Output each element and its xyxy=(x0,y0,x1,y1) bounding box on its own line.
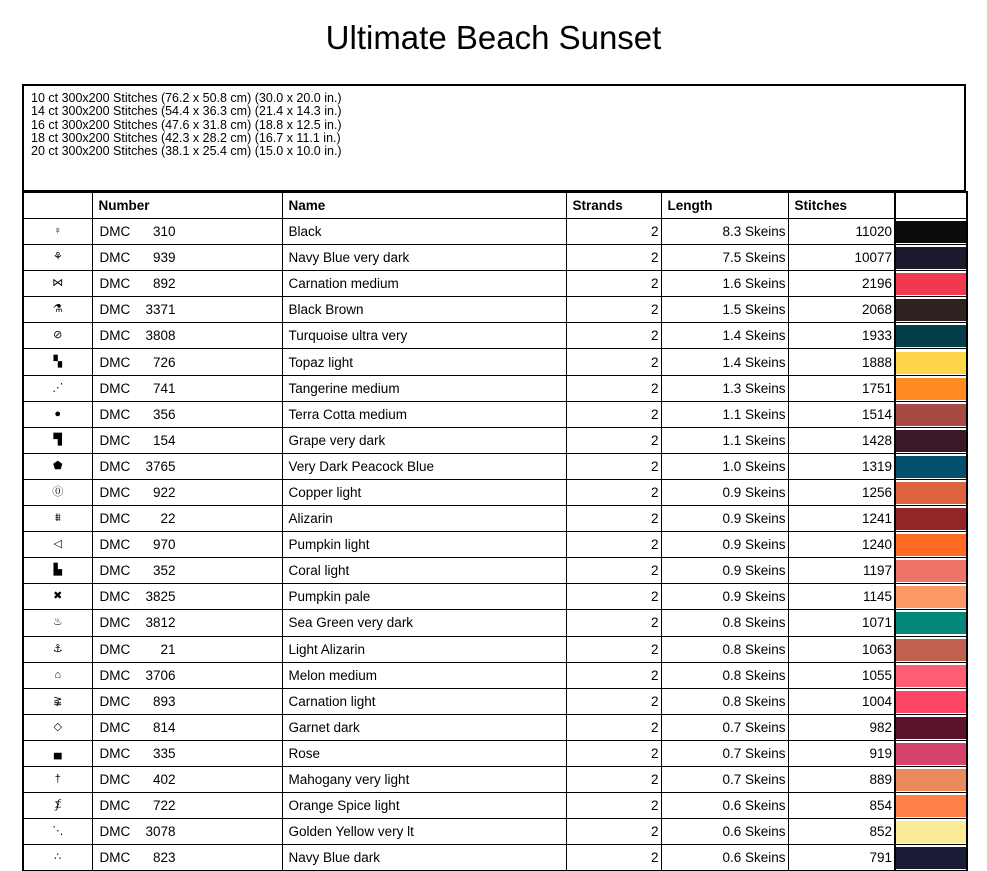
table-row xyxy=(23,766,967,792)
floss-brand: DMC xyxy=(99,250,131,266)
color-swatch xyxy=(895,401,967,427)
floss-number xyxy=(92,793,282,819)
stitch-symbol-icon: ◁ xyxy=(23,532,92,558)
color-swatch-fill xyxy=(896,795,966,817)
length-value: 1.3 Skeins xyxy=(661,375,788,401)
floss-number xyxy=(92,375,282,401)
length-value: 0.7 Skeins xyxy=(661,714,788,740)
color-swatch-fill xyxy=(896,717,966,739)
color-swatch xyxy=(895,636,967,662)
floss-code: 939 xyxy=(152,250,176,266)
length-value: 0.9 Skeins xyxy=(661,506,788,532)
stitch-symbol-icon: ⋱ xyxy=(23,819,92,845)
color-swatch-fill xyxy=(896,404,966,426)
strands-value: 2 xyxy=(566,245,661,271)
table-row xyxy=(23,845,967,871)
size-line: 10 ct 300x200 Stitches (76.2 x 50.8 cm) (30.0 x 20.0 in.) xyxy=(31,91,342,105)
stitch-symbol-icon: ⚓ xyxy=(23,636,92,662)
floss-brand: DMC xyxy=(99,302,131,318)
color-swatch xyxy=(895,662,967,688)
color-swatch xyxy=(895,793,967,819)
stitches-value: 889 xyxy=(788,766,895,792)
floss-number xyxy=(92,662,282,688)
length-value: 0.7 Skeins xyxy=(661,740,788,766)
table-row xyxy=(23,297,967,323)
floss-code: 3371 xyxy=(145,302,176,318)
number-column-header: Number xyxy=(92,192,282,219)
color-swatch xyxy=(895,271,967,297)
floss-name: Terra Cotta medium xyxy=(282,401,566,427)
color-swatch xyxy=(895,610,967,636)
strands-value: 2 xyxy=(566,375,661,401)
floss-code: 3808 xyxy=(145,328,176,344)
strands-value: 2 xyxy=(566,453,661,479)
floss-code: 814 xyxy=(152,719,176,735)
strands-value: 2 xyxy=(566,219,661,245)
floss-number xyxy=(92,636,282,662)
floss-code: 310 xyxy=(152,224,176,240)
color-swatch xyxy=(895,688,967,714)
name-column-header: Name xyxy=(282,192,566,219)
stitch-symbol-icon: ⋈ xyxy=(23,271,92,297)
strands-value: 2 xyxy=(566,427,661,453)
strands-value: 2 xyxy=(566,636,661,662)
length-value: 0.8 Skeins xyxy=(661,636,788,662)
stitch-symbol-icon: ∴ xyxy=(23,845,92,871)
floss-brand: DMC xyxy=(99,354,131,370)
length-value: 0.9 Skeins xyxy=(661,532,788,558)
floss-brand: DMC xyxy=(99,224,131,240)
symbol-column-header xyxy=(23,192,92,219)
stitch-symbol-icon: ♨ xyxy=(23,610,92,636)
table-row xyxy=(23,349,967,375)
floss-code: 722 xyxy=(152,798,176,814)
size-info-list xyxy=(31,92,964,158)
color-swatch xyxy=(895,219,967,245)
table-row xyxy=(23,479,967,505)
floss-number xyxy=(92,349,282,375)
stitch-symbol-icon: ⓪ xyxy=(23,479,92,505)
floss-brand: DMC xyxy=(99,328,131,344)
length-value: 0.8 Skeins xyxy=(661,662,788,688)
floss-code: 3812 xyxy=(145,615,176,631)
length-column-header: Length xyxy=(661,192,788,219)
stitches-value: 1933 xyxy=(788,323,895,349)
stitch-symbol-icon: ⋰ xyxy=(23,375,92,401)
color-swatch xyxy=(895,845,967,871)
stitch-symbol-icon: ▙ xyxy=(23,558,92,584)
color-swatch xyxy=(895,349,967,375)
floss-name: Turquoise ultra very xyxy=(282,323,566,349)
floss-name: Alizarin xyxy=(282,506,566,532)
stitches-value: 1888 xyxy=(788,349,895,375)
strands-value: 2 xyxy=(566,845,661,871)
floss-number xyxy=(92,532,282,558)
stitches-value: 1241 xyxy=(788,506,895,532)
strands-value: 2 xyxy=(566,766,661,792)
floss-brand: DMC xyxy=(99,772,131,788)
stitches-value: 1319 xyxy=(788,453,895,479)
floss-code: 3825 xyxy=(145,589,176,605)
floss-number xyxy=(92,219,282,245)
color-swatch xyxy=(895,714,967,740)
floss-number xyxy=(92,401,282,427)
strands-column-header: Strands xyxy=(566,192,661,219)
length-value: 0.7 Skeins xyxy=(661,766,788,792)
color-swatch-fill xyxy=(896,534,966,556)
table-row xyxy=(23,610,967,636)
stitches-column-header: Stitches xyxy=(788,192,895,219)
length-value: 1.1 Skeins xyxy=(661,401,788,427)
floss-name: Carnation medium xyxy=(282,271,566,297)
table-row xyxy=(23,375,967,401)
strands-value: 2 xyxy=(566,662,661,688)
stitches-value: 791 xyxy=(788,845,895,871)
table-row xyxy=(23,558,967,584)
strands-value: 2 xyxy=(566,401,661,427)
floss-name: Pumpkin pale xyxy=(282,584,566,610)
length-value: 1.1 Skeins xyxy=(661,427,788,453)
floss-brand: DMC xyxy=(99,458,131,474)
color-swatch-fill xyxy=(896,743,966,765)
strands-value: 2 xyxy=(566,558,661,584)
color-swatch-fill xyxy=(896,482,966,504)
stitch-symbol-icon: ⚗ xyxy=(23,297,92,323)
stitch-symbol-icon: † xyxy=(23,766,92,792)
color-swatch-fill xyxy=(896,352,966,374)
color-swatch-fill xyxy=(896,508,966,530)
stitch-symbol-icon: ◇ xyxy=(23,714,92,740)
floss-name: Copper light xyxy=(282,479,566,505)
color-swatch xyxy=(895,323,967,349)
color-swatch xyxy=(895,453,967,479)
stitches-value: 1197 xyxy=(788,558,895,584)
floss-name: Black Brown xyxy=(282,297,566,323)
size-line: 16 ct 300x200 Stitches (47.6 x 31.8 cm) (18.8 x 12.5 in.) xyxy=(31,117,342,132)
floss-number xyxy=(92,766,282,792)
stitches-value: 2068 xyxy=(788,297,895,323)
strands-value: 2 xyxy=(566,479,661,505)
floss-name: Navy Blue very dark xyxy=(282,245,566,271)
floss-number xyxy=(92,819,282,845)
length-value: 1.6 Skeins xyxy=(661,271,788,297)
length-value: 0.6 Skeins xyxy=(661,793,788,819)
strands-value: 2 xyxy=(566,532,661,558)
stitches-value: 854 xyxy=(788,793,895,819)
length-value: 0.6 Skeins xyxy=(661,819,788,845)
color-swatch-fill xyxy=(896,378,966,400)
stitch-symbol-icon: ● xyxy=(23,401,92,427)
color-swatch xyxy=(895,427,967,453)
floss-brand: DMC xyxy=(99,276,131,292)
floss-code: 22 xyxy=(160,511,176,527)
color-swatch-fill xyxy=(896,821,966,843)
length-value: 0.6 Skeins xyxy=(661,845,788,871)
table-row xyxy=(23,636,967,662)
stitches-value: 1055 xyxy=(788,662,895,688)
floss-code: 741 xyxy=(152,380,176,396)
table-row xyxy=(23,793,967,819)
color-swatch-fill xyxy=(896,639,966,661)
table-row xyxy=(23,688,967,714)
strands-value: 2 xyxy=(566,793,661,819)
stitches-value: 10077 xyxy=(788,245,895,271)
strands-value: 2 xyxy=(566,271,661,297)
floss-name: Coral light xyxy=(282,558,566,584)
floss-code: 154 xyxy=(152,432,176,448)
stitches-value: 1004 xyxy=(788,688,895,714)
floss-name: Pumpkin light xyxy=(282,532,566,558)
length-value: 0.9 Skeins xyxy=(661,584,788,610)
floss-number xyxy=(92,506,282,532)
floss-code: 402 xyxy=(152,772,176,788)
floss-name: Light Alizarin xyxy=(282,636,566,662)
floss-brand: DMC xyxy=(99,484,131,500)
color-swatch-fill xyxy=(896,221,966,243)
floss-code: 726 xyxy=(152,354,176,370)
floss-number xyxy=(92,610,282,636)
floss-brand: DMC xyxy=(99,406,131,422)
stitches-value: 1751 xyxy=(788,375,895,401)
table-row xyxy=(23,323,967,349)
length-value: 0.9 Skeins xyxy=(661,479,788,505)
floss-brand: DMC xyxy=(99,563,131,579)
floss-brand: DMC xyxy=(99,537,131,553)
color-swatch-fill xyxy=(896,430,966,452)
stitches-value: 2196 xyxy=(788,271,895,297)
color-swatch xyxy=(895,740,967,766)
floss-code: 356 xyxy=(152,406,176,422)
stitch-symbol-icon: ▜ xyxy=(23,427,92,453)
length-value: 0.9 Skeins xyxy=(661,558,788,584)
floss-brand: DMC xyxy=(99,432,131,448)
floss-name: Navy Blue dark xyxy=(282,845,566,871)
strands-value: 2 xyxy=(566,610,661,636)
floss-code: 893 xyxy=(152,693,176,709)
floss-brand: DMC xyxy=(99,380,131,396)
floss-number xyxy=(92,297,282,323)
table-row xyxy=(23,819,967,845)
stitch-symbol-icon: ⪊ xyxy=(23,688,92,714)
stitch-symbol-icon: ▄ xyxy=(23,740,92,766)
stitches-value: 919 xyxy=(788,740,895,766)
stitches-value: 982 xyxy=(788,714,895,740)
color-swatch xyxy=(895,584,967,610)
color-swatch-fill xyxy=(896,586,966,608)
floss-brand: DMC xyxy=(99,511,131,527)
length-value: 1.4 Skeins xyxy=(661,323,788,349)
color-swatch xyxy=(895,506,967,532)
table-row xyxy=(23,271,967,297)
stitch-symbol-icon: ▚ xyxy=(23,349,92,375)
floss-name: Carnation light xyxy=(282,688,566,714)
floss-name: Orange Spice light xyxy=(282,793,566,819)
length-value: 1.0 Skeins xyxy=(661,453,788,479)
table-row xyxy=(23,740,967,766)
stitches-value: 1514 xyxy=(788,401,895,427)
floss-legend-table xyxy=(22,191,968,871)
floss-code: 3078 xyxy=(145,824,176,840)
floss-name: Sea Green very dark xyxy=(282,610,566,636)
stitch-symbol-icon: ⚘ xyxy=(23,245,92,271)
floss-name: Garnet dark xyxy=(282,714,566,740)
floss-brand: DMC xyxy=(99,745,131,761)
color-swatch-fill xyxy=(896,560,966,582)
length-value: 1.4 Skeins xyxy=(661,349,788,375)
stitch-symbol-icon: ⩩ xyxy=(23,506,92,532)
length-value: 8.3 Skeins xyxy=(661,219,788,245)
color-swatch-fill xyxy=(896,247,966,269)
color-swatch xyxy=(895,532,967,558)
color-swatch xyxy=(895,479,967,505)
page-title: Ultimate Beach Sunset xyxy=(325,19,662,56)
table-row xyxy=(23,506,967,532)
size-info-box xyxy=(22,84,966,192)
stitch-symbol-icon: ♀ xyxy=(23,219,92,245)
floss-name: Mahogany very light xyxy=(282,766,566,792)
strands-value: 2 xyxy=(566,349,661,375)
floss-number xyxy=(92,323,282,349)
table-row xyxy=(23,245,967,271)
table-row xyxy=(23,662,967,688)
floss-name: Melon medium xyxy=(282,662,566,688)
strands-value: 2 xyxy=(566,688,661,714)
table-row xyxy=(23,532,967,558)
color-swatch-fill xyxy=(896,665,966,687)
color-swatch-fill xyxy=(896,691,966,713)
strands-value: 2 xyxy=(566,714,661,740)
color-swatch xyxy=(895,297,967,323)
floss-brand: DMC xyxy=(99,589,131,605)
strands-value: 2 xyxy=(566,584,661,610)
legend-body xyxy=(23,219,967,871)
floss-name: Topaz light xyxy=(282,349,566,375)
floss-name: Rose xyxy=(282,740,566,766)
floss-number xyxy=(92,714,282,740)
table-row xyxy=(23,584,967,610)
floss-code: 335 xyxy=(152,745,176,761)
floss-code: 970 xyxy=(152,537,176,553)
stitches-value: 1240 xyxy=(788,532,895,558)
floss-number xyxy=(92,584,282,610)
color-swatch-fill xyxy=(896,299,966,321)
length-value: 0.8 Skeins xyxy=(661,610,788,636)
color-swatch xyxy=(895,375,967,401)
length-value: 0.8 Skeins xyxy=(661,688,788,714)
stitch-symbol-icon: ⌂ xyxy=(23,662,92,688)
floss-number xyxy=(92,688,282,714)
table-row xyxy=(23,427,967,453)
color-swatch xyxy=(895,766,967,792)
floss-brand: DMC xyxy=(99,824,131,840)
color-swatch-fill xyxy=(896,456,966,478)
floss-brand: DMC xyxy=(99,719,131,735)
stitch-symbol-icon: ⊘ xyxy=(23,323,92,349)
floss-number xyxy=(92,453,282,479)
floss-name: Black xyxy=(282,219,566,245)
strands-value: 2 xyxy=(566,819,661,845)
floss-name: Grape very dark xyxy=(282,427,566,453)
stitches-value: 1063 xyxy=(788,636,895,662)
floss-number xyxy=(92,271,282,297)
color-swatch-fill xyxy=(896,273,966,295)
floss-brand: DMC xyxy=(99,693,131,709)
floss-code: 21 xyxy=(160,641,176,657)
stitch-symbol-icon: ⨋ xyxy=(23,793,92,819)
color-swatch-fill xyxy=(896,769,966,791)
floss-brand: DMC xyxy=(99,615,131,631)
color-swatch xyxy=(895,819,967,845)
floss-name: Tangerine medium xyxy=(282,375,566,401)
floss-number xyxy=(92,479,282,505)
table-row xyxy=(23,714,967,740)
color-swatch-fill xyxy=(896,612,966,634)
size-line: 18 ct 300x200 Stitches (42.3 x 28.2 cm) (16.7 x 11.1 in.) xyxy=(31,130,341,145)
color-swatch-fill xyxy=(896,847,966,869)
size-line: 20 ct 300x200 Stitches (38.1 x 25.4 cm) (15.0 x 10.0 in.) xyxy=(31,144,342,159)
floss-code: 823 xyxy=(152,850,176,866)
floss-number xyxy=(92,427,282,453)
floss-name: Very Dark Peacock Blue xyxy=(282,453,566,479)
floss-brand: DMC xyxy=(99,850,131,866)
color-swatch xyxy=(895,558,967,584)
floss-code: 892 xyxy=(152,276,176,292)
stitches-value: 11020 xyxy=(788,219,895,245)
strands-value: 2 xyxy=(566,297,661,323)
stitches-value: 1071 xyxy=(788,610,895,636)
floss-brand: DMC xyxy=(99,641,131,657)
table-header-row xyxy=(23,192,967,219)
strands-value: 2 xyxy=(566,323,661,349)
floss-code: 3706 xyxy=(145,667,176,683)
length-value: 7.5 Skeins xyxy=(661,245,788,271)
stitches-value: 852 xyxy=(788,819,895,845)
color-swatch-fill xyxy=(896,325,966,347)
color-swatch xyxy=(895,245,967,271)
floss-number xyxy=(92,740,282,766)
stitches-value: 1428 xyxy=(788,427,895,453)
floss-number xyxy=(92,245,282,271)
table-row xyxy=(23,219,967,245)
size-line: 14 ct 300x200 Stitches (54.4 x 36.3 cm) (21.4 x 14.3 in.) xyxy=(31,104,342,119)
stitches-value: 1256 xyxy=(788,479,895,505)
floss-brand: DMC xyxy=(99,798,131,814)
floss-code: 3765 xyxy=(145,458,176,474)
table-row xyxy=(23,401,967,427)
length-value: 1.5 Skeins xyxy=(661,297,788,323)
floss-number xyxy=(92,558,282,584)
floss-name: Golden Yellow very lt xyxy=(282,819,566,845)
floss-code: 922 xyxy=(152,484,176,500)
color-column-header xyxy=(895,192,967,219)
strands-value: 2 xyxy=(566,506,661,532)
floss-brand: DMC xyxy=(99,667,131,683)
stitch-symbol-icon: ✖ xyxy=(23,584,92,610)
strands-value: 2 xyxy=(566,740,661,766)
stitches-value: 1145 xyxy=(788,584,895,610)
stitch-symbol-icon: ⬟ xyxy=(23,453,92,479)
floss-code: 352 xyxy=(152,563,176,579)
table-row xyxy=(23,453,967,479)
floss-number xyxy=(92,845,282,871)
